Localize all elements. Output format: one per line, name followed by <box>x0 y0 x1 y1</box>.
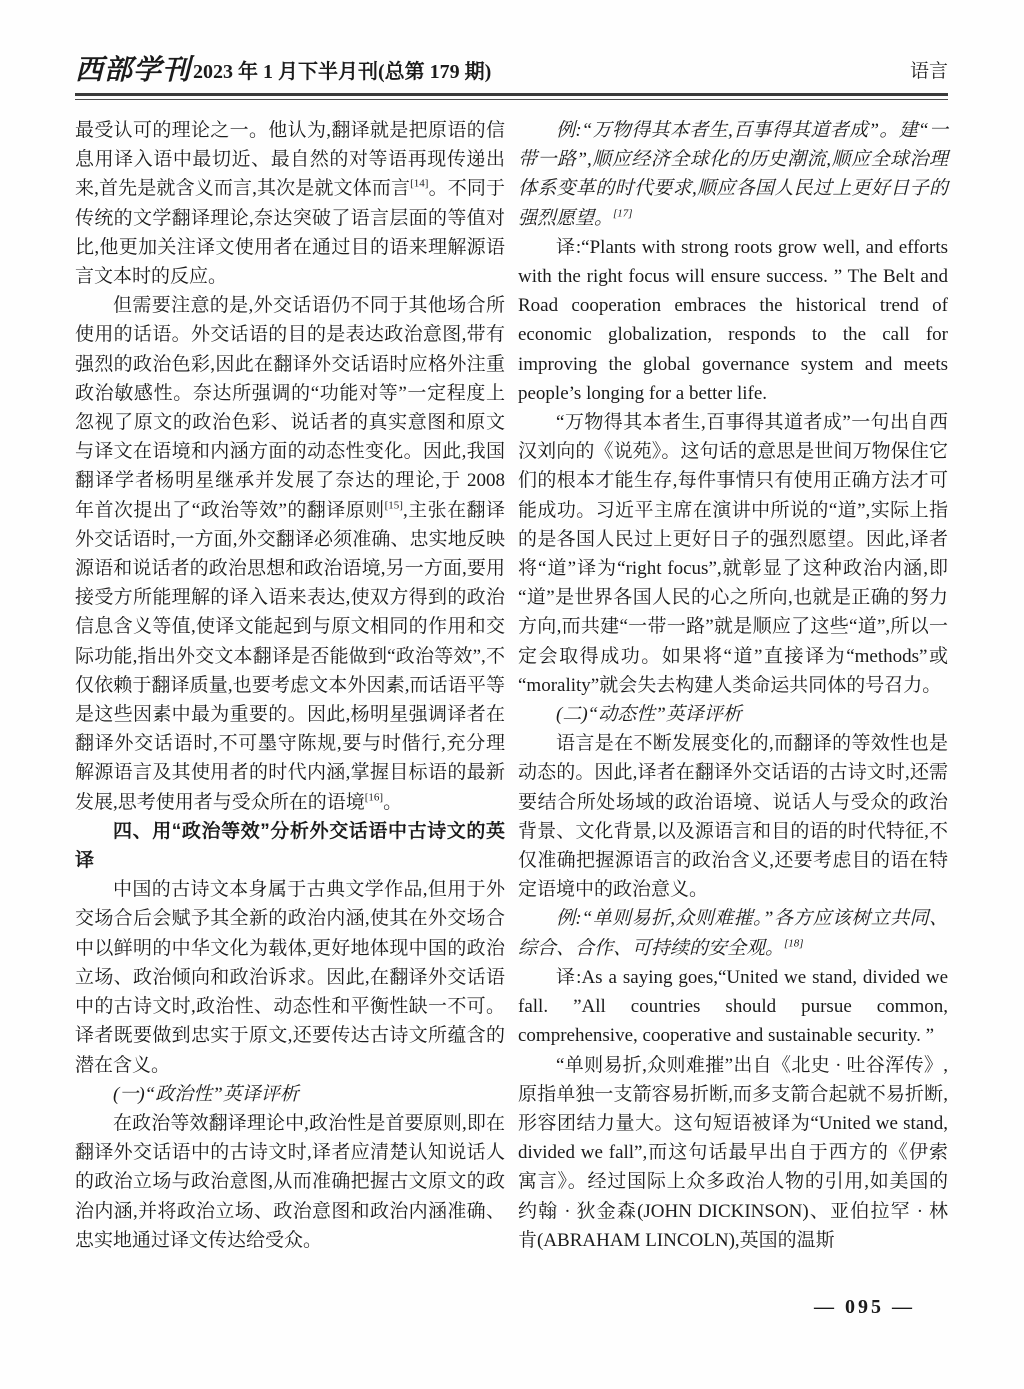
journal-logo: 西部学刊 <box>75 55 192 86</box>
body-paragraph: 中国的古诗文本身属于古典文学作品,但用于外交场合后会赋予其全新的政治内涵,使其在外交场合中以鲜明的中华文化为载体,更好地体现中国的政治立场、政治倾向和政治诉求。因此,在翻译外交话语中的古诗文时,政治性、动态性和平衡性缺一不可。译者既要做到忠实于原文,还要传达古诗文所蕴含的潜在含义。 <box>75 879 505 1076</box>
body-paragraph: 在政治等效翻译理论中,政治性是首要原则,即在翻译外交话语中的古诗文时,译者应清楚认知说话人的政治立场与政治意图,从而准确把握古文原文的政治内涵,并将政治立场、政治意图和政治内涵准确、忠实地通过译文传达给受众。 <box>75 1112 505 1251</box>
citation-ref: [16] <box>364 791 384 804</box>
body-paragraph: “万物得其本者生,百事得其道者成”一句出自西汉刘向的《说苑》。这句话的意思是世间万物保住它们的根本才能生存,每件事情只有使用正确方法才可能成功。习近平主席在演讲中所说的“道”,实际上指的是各国人民过上更好日子的强烈愿望。因此,译者将“道”译为“right focus”,就彰显了这种政治内涵,即“道”是世界各国人民的心之所向,也就是正确的努力方向,而共建“一带一路”就是顺应了这些“道”,所以一定会取得成功。如果将“道”直接译为“methods”或“morality”就会失去构建人类命运共同体的号召力。 <box>518 412 948 696</box>
header-double-rule <box>75 93 948 100</box>
left-column <box>75 116 505 1255</box>
running-head <box>75 56 948 93</box>
body-paragraph: 但需要注意的是,外交话语仍不同于其他场合所使用的话语。外交话语的目的是表达政治意图,带有强烈的政治色彩,因此在翻译外交话语时应格外注重政治敏感性。奈达所强调的“功能对等”一定程度上忽视了原文的政治色彩、说话者的真实意图和原文与译文在语境和内涵方面的动态性变化。因此,我国翻译学者杨明星继承并发展了奈达的理论,于 2008 年首次提出了“政治等效”的翻译原则[15],主张在翻译外交话语时,一方面,外交翻译必须准确、忠实地反映源语和说话者的政治思想和政治语境,另一方面,要用接受方所能理解的译入语来表达,使双方得到的政治信息含义等值,使译文能起到与原文相同的作用和交际功能,指出外交文本翻译是否能做到“政治等效”,不仅依赖于翻译质量,也要考虑文本外因素,而话语平等是这些因素中最为重要的。因此,杨明星强调译者在翻译外交话语时,不可墨守陈规,要与时偕行,充分理解源语言及其使用者的时代内涵,掌握目标语的最新发展,思考使用者与受众所在的语境[16]。 <box>75 295 505 813</box>
section-heading: 四、用“政治等效”分析外交话语中古诗文的英译 <box>75 820 505 872</box>
citation-ref: [14] <box>410 178 429 191</box>
body-paragraph: “单则易折,众则难摧”出自《北史 · 吐谷浑传》,原指单独一支箭容易折断,而多支箭合起就不易折断,形容团结力量大。这句短语被译为“United we stand, divided we fall”,而这句话最早出自于西方的《伊索寓言》。经过国际上众多政治人物的引用,如美国的约翰 · 狄金森(JOHN DICKINSON)、亚伯拉罕 · 林肯(ABRAHAM LINCOLN),英国的温斯 <box>518 1054 948 1251</box>
example-paragraph: 例:“万物得其本者生,百事得其道者成”。建“一带一路”,顺应经济全球化的历史潮流,顺应全球治理体系变革的时代要求,顺应各国人民过上更好日子的强烈愿望。[17] <box>518 120 948 229</box>
section-label: 语言 <box>909 61 948 82</box>
journal-issue-info: 2023 年 1 月下半月刊(总第 179 期) <box>193 61 492 83</box>
body-paragraph: 语言是在不断发展变化的,而翻译的等效性也是动态的。因此,译者在翻译外交话语的古诗文时,还需要结合所处场域的政治语境、说话人与受众的政治背景、文化背景,以及源语言和目的语的时代特征,不仅准确把握源语言的政治含义,还要考虑目的语在特定语境中的政治意义。 <box>518 733 948 901</box>
body-paragraph: 最受认可的理论之一。他认为,翻译就是把原语的信息用译入语中最切近、最自然的对等语再现传递出来,首先是就含义而言,其次是就文体而言[14]。不同于传统的文学翻译理论,奈达突破了语言层面的等值对比,他更加关注译文使用者在通过目的语来理解源语言文本时的反应。 <box>75 120 505 288</box>
rule-bottom <box>75 99 948 101</box>
rule-top <box>75 93 948 96</box>
right-column <box>518 116 948 1255</box>
body-columns <box>75 116 948 1255</box>
sub-heading: (一)“政治性”英译评析 <box>113 1083 299 1105</box>
sub-heading: (二)“动态性”英译评析 <box>556 704 742 726</box>
body-paragraph: 译:“Plants with strong roots grow well, and efforts with the right focus will ensure success. ” The Belt and Road cooperation embraces the historical trend of economic globalization, responds to the call for improving the global governance system and meets people’s longing for a better life. <box>518 236 948 404</box>
citation-ref: [15] <box>384 499 403 512</box>
page-number: — 095 — <box>814 1296 915 1318</box>
citation-ref: [18] <box>784 937 804 950</box>
example-paragraph: 例:“单则易折,众则难摧。”各方应该树立共同、综合、合作、可持续的安全观。[18] <box>518 908 948 959</box>
body-paragraph: 译:As a saying goes,“United we stand, divided we fall. ”All countries should pursue common, comprehensive, cooperative and sustainable security. ” <box>518 966 948 1047</box>
citation-ref: [17] <box>613 207 633 220</box>
running-head-left <box>75 56 491 86</box>
